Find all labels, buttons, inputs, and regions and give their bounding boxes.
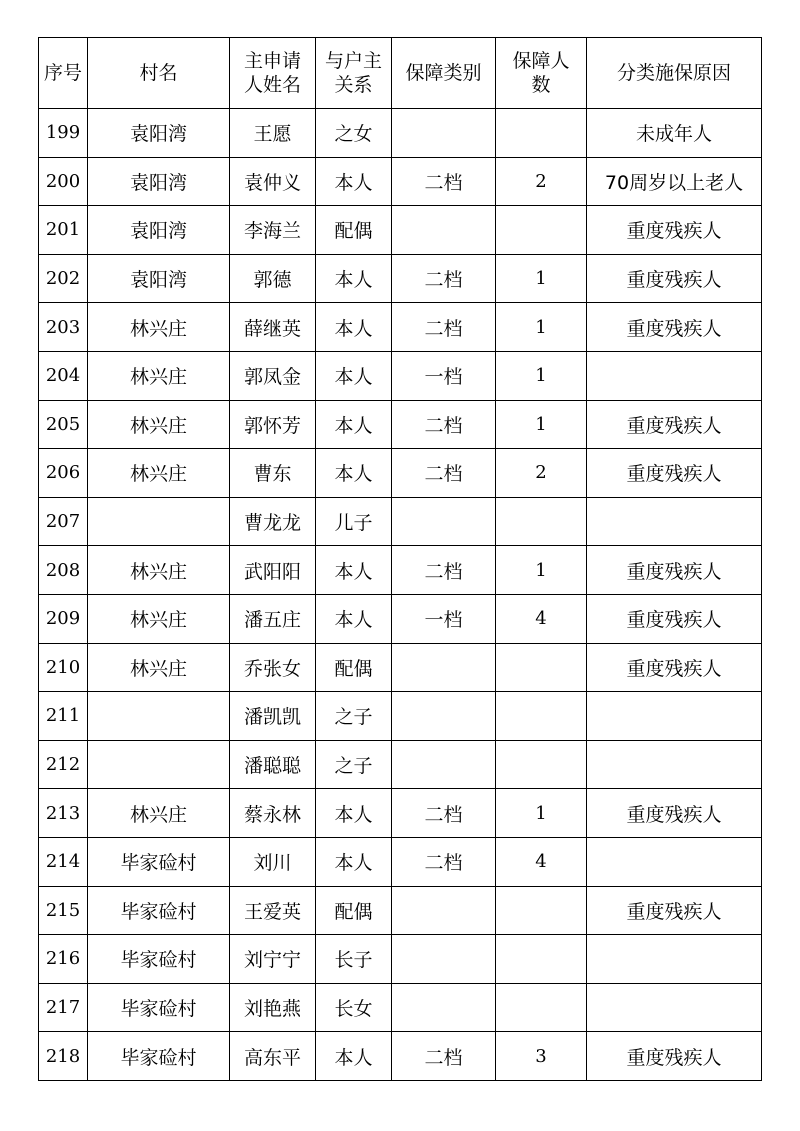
cell-relation: 本人 bbox=[316, 254, 392, 303]
table-row bbox=[39, 886, 762, 935]
cell-reason: 未成年人 bbox=[587, 109, 762, 158]
cell-count bbox=[496, 497, 587, 546]
cell-village: 林兴庄 bbox=[88, 449, 230, 498]
cell-category: 二档 bbox=[392, 254, 496, 303]
cell-serial: 216 bbox=[39, 935, 88, 984]
table-row bbox=[39, 692, 762, 741]
cell-applicant: 王爱英 bbox=[230, 886, 316, 935]
table-row bbox=[39, 643, 762, 692]
cell-village: 袁阳湾 bbox=[88, 157, 230, 206]
cell-category: 二档 bbox=[392, 789, 496, 838]
cell-serial: 199 bbox=[39, 109, 88, 158]
cell-village: 林兴庄 bbox=[88, 789, 230, 838]
cell-count bbox=[496, 643, 587, 692]
cell-relation: 儿子 bbox=[316, 497, 392, 546]
cell-reason: 重度残疾人 bbox=[587, 254, 762, 303]
cell-category: 一档 bbox=[392, 351, 496, 400]
table-row bbox=[39, 546, 762, 595]
header-category: 保障类别 bbox=[392, 38, 496, 109]
cell-reason bbox=[587, 837, 762, 886]
cell-applicant: 王愿 bbox=[230, 109, 316, 158]
cell-applicant: 武阳阳 bbox=[230, 546, 316, 595]
table-row bbox=[39, 497, 762, 546]
table-row bbox=[39, 449, 762, 498]
cell-serial: 203 bbox=[39, 303, 88, 352]
table-row bbox=[39, 1032, 762, 1081]
cell-village: 林兴庄 bbox=[88, 546, 230, 595]
cell-relation: 本人 bbox=[316, 837, 392, 886]
table-row bbox=[39, 789, 762, 838]
cell-serial: 205 bbox=[39, 400, 88, 449]
cell-reason bbox=[587, 351, 762, 400]
cell-category bbox=[392, 740, 496, 789]
cell-village: 林兴庄 bbox=[88, 303, 230, 352]
cell-serial: 217 bbox=[39, 983, 88, 1032]
table-row bbox=[39, 983, 762, 1032]
table-row bbox=[39, 740, 762, 789]
table-row bbox=[39, 400, 762, 449]
cell-village: 林兴庄 bbox=[88, 643, 230, 692]
cell-relation: 本人 bbox=[316, 400, 392, 449]
cell-applicant: 曹东 bbox=[230, 449, 316, 498]
table-row bbox=[39, 303, 762, 352]
cell-relation: 配偶 bbox=[316, 886, 392, 935]
cell-category: 二档 bbox=[392, 449, 496, 498]
cell-applicant: 曹龙龙 bbox=[230, 497, 316, 546]
cell-category bbox=[392, 497, 496, 546]
cell-relation: 本人 bbox=[316, 303, 392, 352]
cell-village: 毕家硷村 bbox=[88, 1032, 230, 1081]
cell-serial: 211 bbox=[39, 692, 88, 741]
header-count: 保障人 数 bbox=[496, 38, 587, 109]
cell-category bbox=[392, 206, 496, 255]
cell-village: 林兴庄 bbox=[88, 400, 230, 449]
cell-applicant: 潘凯凯 bbox=[230, 692, 316, 741]
cell-relation: 本人 bbox=[316, 449, 392, 498]
cell-reason bbox=[587, 497, 762, 546]
cell-reason: 重度残疾人 bbox=[587, 594, 762, 643]
cell-serial: 202 bbox=[39, 254, 88, 303]
cell-count: 1 bbox=[496, 303, 587, 352]
cell-village: 袁阳湾 bbox=[88, 206, 230, 255]
cell-village bbox=[88, 740, 230, 789]
cell-reason bbox=[587, 740, 762, 789]
cell-serial: 204 bbox=[39, 351, 88, 400]
header-applicant: 主申请 人姓名 bbox=[230, 38, 316, 109]
cell-serial: 200 bbox=[39, 157, 88, 206]
header-row bbox=[39, 38, 762, 109]
header-reason: 分类施保原因 bbox=[587, 38, 762, 109]
cell-relation: 之子 bbox=[316, 740, 392, 789]
cell-count: 4 bbox=[496, 594, 587, 643]
cell-category: 二档 bbox=[392, 400, 496, 449]
cell-serial: 208 bbox=[39, 546, 88, 595]
cell-serial: 215 bbox=[39, 886, 88, 935]
cell-relation: 本人 bbox=[316, 789, 392, 838]
cell-village: 毕家硷村 bbox=[88, 886, 230, 935]
cell-relation: 本人 bbox=[316, 157, 392, 206]
cell-applicant: 郭凤金 bbox=[230, 351, 316, 400]
cell-serial: 207 bbox=[39, 497, 88, 546]
table-row bbox=[39, 254, 762, 303]
cell-count: 4 bbox=[496, 837, 587, 886]
cell-count: 1 bbox=[496, 546, 587, 595]
cell-serial: 209 bbox=[39, 594, 88, 643]
cell-reason: 重度残疾人 bbox=[587, 1032, 762, 1081]
cell-applicant: 刘宁宁 bbox=[230, 935, 316, 984]
cell-category: 二档 bbox=[392, 157, 496, 206]
cell-relation: 本人 bbox=[316, 1032, 392, 1081]
cell-reason bbox=[587, 692, 762, 741]
cell-count bbox=[496, 935, 587, 984]
table-row bbox=[39, 594, 762, 643]
cell-applicant: 郭德 bbox=[230, 254, 316, 303]
cell-serial: 213 bbox=[39, 789, 88, 838]
cell-serial: 206 bbox=[39, 449, 88, 498]
cell-count: 1 bbox=[496, 351, 587, 400]
table-row bbox=[39, 837, 762, 886]
cell-village bbox=[88, 497, 230, 546]
cell-village: 毕家硷村 bbox=[88, 935, 230, 984]
cell-count bbox=[496, 886, 587, 935]
cell-relation: 长女 bbox=[316, 983, 392, 1032]
cell-applicant: 乔张女 bbox=[230, 643, 316, 692]
header-relation: 与户主 关系 bbox=[316, 38, 392, 109]
cell-village: 毕家硷村 bbox=[88, 837, 230, 886]
cell-category bbox=[392, 886, 496, 935]
cell-serial: 210 bbox=[39, 643, 88, 692]
cell-relation: 长子 bbox=[316, 935, 392, 984]
cell-village: 袁阳湾 bbox=[88, 109, 230, 158]
cell-count bbox=[496, 692, 587, 741]
cell-relation: 本人 bbox=[316, 351, 392, 400]
cell-reason: 重度残疾人 bbox=[587, 400, 762, 449]
cell-village bbox=[88, 692, 230, 741]
cell-relation: 配偶 bbox=[316, 643, 392, 692]
cell-applicant: 袁仲义 bbox=[230, 157, 316, 206]
cell-applicant: 刘川 bbox=[230, 837, 316, 886]
cell-count bbox=[496, 983, 587, 1032]
cell-category: 二档 bbox=[392, 837, 496, 886]
cell-relation: 之女 bbox=[316, 109, 392, 158]
cell-reason: 重度残疾人 bbox=[587, 546, 762, 595]
cell-reason: 重度残疾人 bbox=[587, 886, 762, 935]
cell-reason: 重度残疾人 bbox=[587, 789, 762, 838]
cell-village: 袁阳湾 bbox=[88, 254, 230, 303]
cell-reason bbox=[587, 983, 762, 1032]
cell-category bbox=[392, 983, 496, 1032]
table-row bbox=[39, 206, 762, 255]
cell-count: 1 bbox=[496, 254, 587, 303]
cell-reason: 重度残疾人 bbox=[587, 643, 762, 692]
cell-applicant: 蔡永林 bbox=[230, 789, 316, 838]
cell-count: 1 bbox=[496, 400, 587, 449]
cell-count bbox=[496, 740, 587, 789]
cell-reason: 重度残疾人 bbox=[587, 449, 762, 498]
cell-applicant: 潘五庄 bbox=[230, 594, 316, 643]
cell-category bbox=[392, 692, 496, 741]
cell-count bbox=[496, 206, 587, 255]
cell-reason: 重度残疾人 bbox=[587, 303, 762, 352]
cell-serial: 201 bbox=[39, 206, 88, 255]
cell-reason: 70周岁以上老人 bbox=[587, 157, 762, 206]
cell-applicant: 李海兰 bbox=[230, 206, 316, 255]
header-village: 村名 bbox=[88, 38, 230, 109]
header-serial: 序号 bbox=[39, 38, 88, 109]
assistance-table bbox=[38, 37, 762, 1081]
cell-reason: 重度残疾人 bbox=[587, 206, 762, 255]
cell-village: 林兴庄 bbox=[88, 351, 230, 400]
table-row bbox=[39, 109, 762, 158]
cell-category: 二档 bbox=[392, 303, 496, 352]
cell-relation: 配偶 bbox=[316, 206, 392, 255]
cell-applicant: 薛继英 bbox=[230, 303, 316, 352]
cell-applicant: 高东平 bbox=[230, 1032, 316, 1081]
cell-count: 1 bbox=[496, 789, 587, 838]
cell-village: 毕家硷村 bbox=[88, 983, 230, 1032]
cell-count: 2 bbox=[496, 157, 587, 206]
cell-count bbox=[496, 109, 587, 158]
cell-serial: 214 bbox=[39, 837, 88, 886]
cell-category bbox=[392, 643, 496, 692]
cell-count: 3 bbox=[496, 1032, 587, 1081]
cell-applicant: 郭怀芳 bbox=[230, 400, 316, 449]
cell-category: 二档 bbox=[392, 1032, 496, 1081]
cell-relation: 之子 bbox=[316, 692, 392, 741]
cell-category: 一档 bbox=[392, 594, 496, 643]
cell-category bbox=[392, 935, 496, 984]
cell-relation: 本人 bbox=[316, 594, 392, 643]
table-body bbox=[39, 109, 762, 1081]
table-row bbox=[39, 935, 762, 984]
cell-serial: 212 bbox=[39, 740, 88, 789]
cell-applicant: 潘聪聪 bbox=[230, 740, 316, 789]
cell-applicant: 刘艳燕 bbox=[230, 983, 316, 1032]
cell-category bbox=[392, 109, 496, 158]
cell-count: 2 bbox=[496, 449, 587, 498]
cell-reason bbox=[587, 935, 762, 984]
cell-relation: 本人 bbox=[316, 546, 392, 595]
cell-serial: 218 bbox=[39, 1032, 88, 1081]
table-row bbox=[39, 157, 762, 206]
table-row bbox=[39, 351, 762, 400]
cell-category: 二档 bbox=[392, 546, 496, 595]
cell-village: 林兴庄 bbox=[88, 594, 230, 643]
